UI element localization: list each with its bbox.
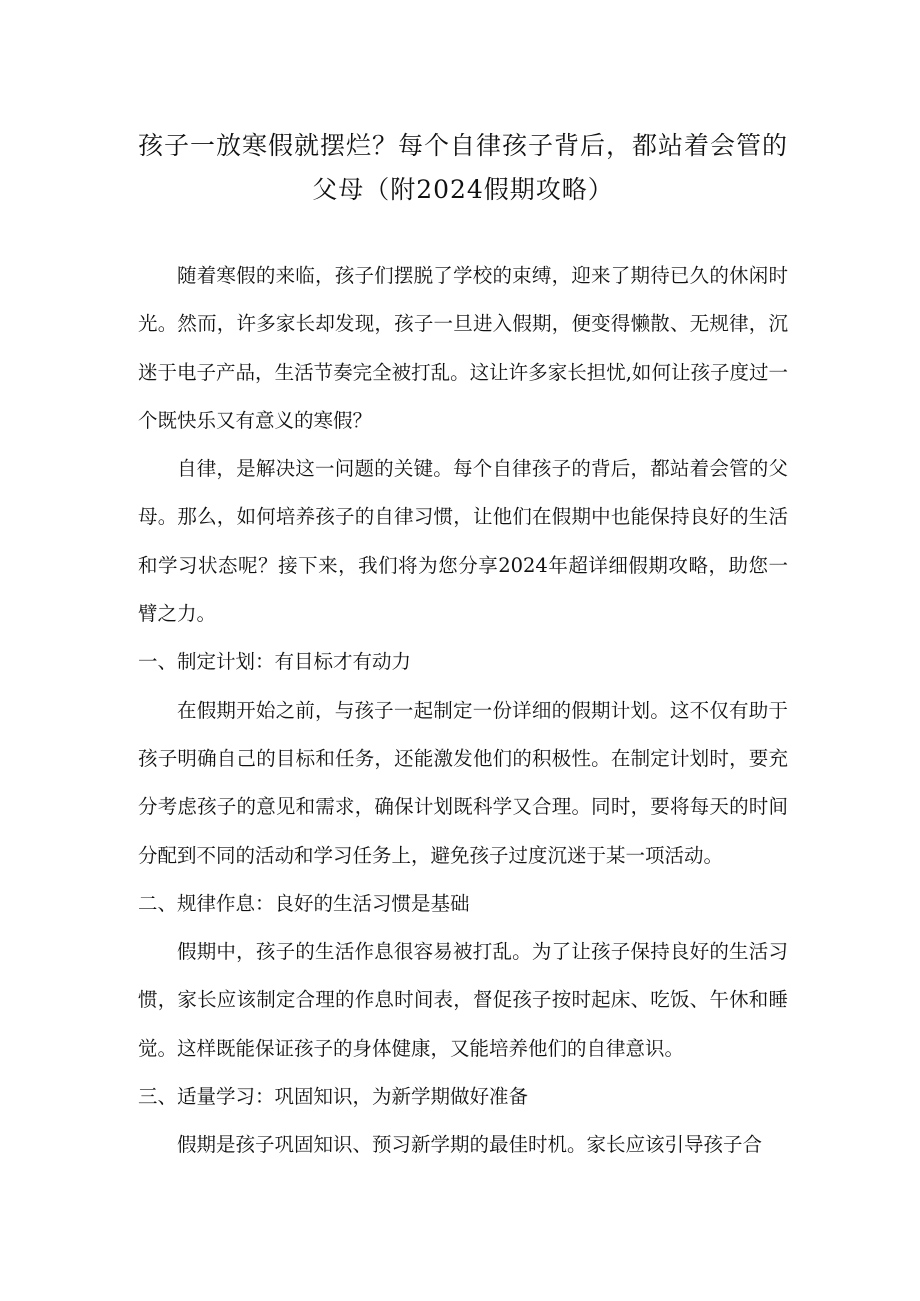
paragraph-routine: 假期中，孩子的生活作息很容易被打乱。为了让孩子保持良好的生活习惯，家长应该制定合理的作息时间表，督促孩子按时起床、吃饭、午休和睡觉。这样既能保证孩子的身体健康，又能培养他们的自律意识。 xyxy=(138,940,788,1060)
paragraph-study: 假期是孩子巩固知识、预习新学期的最佳时机。家长应该引导孩子合 xyxy=(177,1133,763,1157)
paragraph-self-discipline: 自律，是解决这一问题的关键。每个自律孩子的背后，都站着会管的父母。那么，如何培养孩子的自律习惯，让他们在假期中也能保持良好的生活和学习状态呢？接下来，我们将为您分享2024年超详细假期攻略，助您一臂之力。 xyxy=(138,457,788,626)
paragraph-plan: 在假期开始之前，与孩子一起制定一份详细的假期计划。这不仅有助于孩子明确自己的目标和任务，还能激发他们的积极性。在制定计划时，要充分考虑孩子的意见和需求，确保计划既科学又合理。同时，要将每天的时间分配到不同的活动和学习任务上，避免孩子过度沉迷于某一项活动。 xyxy=(138,698,788,867)
section-heading-study: 三、适量学习：巩固知识，为新学期做好准备 xyxy=(138,1085,529,1109)
document-body xyxy=(138,252,788,1170)
section-heading-routine: 二、规律作息：良好的生活习惯是基础 xyxy=(138,891,470,915)
document-title: 孩子一放寒假就摆烂？每个自律孩子背后，都站着会管的父母（附2024假期攻略） xyxy=(138,131,789,204)
paragraph-intro: 随着寒假的来临，孩子们摆脱了学校的束缚，迎来了期待已久的休闲时光。然而，许多家长却发现，孩子一旦进入假期，便变得懒散、无规律，沉迷于电子产品，生活节奏完全被打乱。这让许多家长担忧,如何让孩子度过一个既快乐又有意义的寒假？ xyxy=(138,264,788,432)
section-heading-plan: 一、制定计划：有目标才有动力 xyxy=(138,650,412,674)
